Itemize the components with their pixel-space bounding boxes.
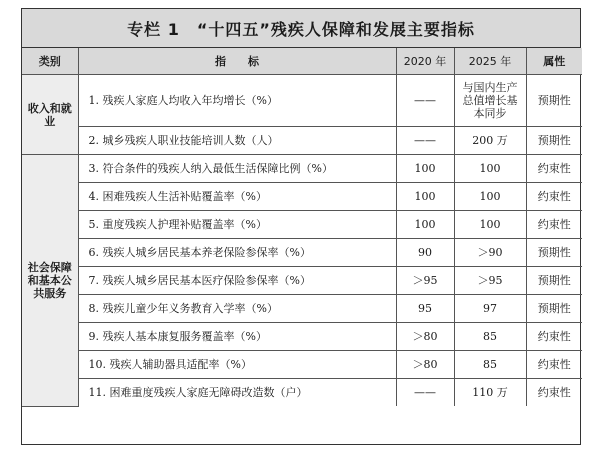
indicator-cell: 10. 残疾人辅助器具适配率（%）	[78, 351, 396, 379]
value-2020: 95	[396, 295, 454, 323]
table-row	[22, 323, 582, 351]
value-2020: ——	[396, 127, 454, 155]
value-2025: 100	[454, 211, 526, 239]
indicator-cell: 9. 残疾人基本康复服务覆盖率（%）	[78, 323, 396, 351]
value-2020: ＞95	[396, 267, 454, 295]
table-row	[22, 295, 582, 323]
attribute-cell: 预期性	[526, 267, 582, 295]
indicator-cell: 2. 城乡残疾人职业技能培训人数（人）	[78, 127, 396, 155]
table-row	[22, 267, 582, 295]
table-row	[22, 239, 582, 267]
table-row	[22, 75, 582, 127]
value-2025: 110 万	[454, 379, 526, 407]
header-2020: 2020 年	[396, 48, 454, 75]
value-2020: 100	[396, 211, 454, 239]
indicator-table-panel	[21, 8, 581, 445]
header-attribute: 属性	[526, 48, 582, 75]
indicator-cell: 1. 残疾人家庭人均收入年均增长（%）	[78, 75, 396, 127]
value-2025: ＞90	[454, 239, 526, 267]
category-income-employment: 收入和就业	[22, 75, 78, 155]
indicator-cell: 3. 符合条件的残疾人纳入最低生活保障比例（%）	[78, 155, 396, 183]
value-2020: ＞80	[396, 351, 454, 379]
attribute-cell: 预期性	[526, 75, 582, 127]
value-2020: 100	[396, 155, 454, 183]
value-2025: 97	[454, 295, 526, 323]
value-2025: 100	[454, 183, 526, 211]
indicator-cell: 6. 残疾人城乡居民基本养老保险参保率（%）	[78, 239, 396, 267]
header-row	[22, 48, 582, 75]
attribute-cell: 约束性	[526, 155, 582, 183]
indicator-table	[22, 48, 582, 407]
attribute-cell: 约束性	[526, 211, 582, 239]
header-indicator: 指 标	[78, 48, 396, 75]
attribute-cell: 约束性	[526, 379, 582, 407]
value-2020: 90	[396, 239, 454, 267]
table-title: 专栏 1 “十四五”残疾人保障和发展主要指标	[22, 9, 580, 48]
value-2020: ——	[396, 75, 454, 127]
table-row	[22, 351, 582, 379]
attribute-cell: 预期性	[526, 239, 582, 267]
header-2025: 2025 年	[454, 48, 526, 75]
indicator-cell: 5. 重度残疾人护理补贴覆盖率（%）	[78, 211, 396, 239]
value-2025: 与国内生产总值增长基本同步	[454, 75, 526, 127]
indicator-cell: 8. 残疾儿童少年义务教育入学率（%）	[78, 295, 396, 323]
attribute-cell: 预期性	[526, 127, 582, 155]
category-social-security: 社会保障和基本公共服务	[22, 155, 78, 407]
attribute-cell: 约束性	[526, 351, 582, 379]
table-row	[22, 155, 582, 183]
indicator-cell: 11. 困难重度残疾人家庭无障碍改造数（户）	[78, 379, 396, 407]
value-2020: ——	[396, 379, 454, 407]
value-2025: 85	[454, 351, 526, 379]
value-2020: ＞80	[396, 323, 454, 351]
table-row	[22, 127, 582, 155]
value-2025: 200 万	[454, 127, 526, 155]
table-row	[22, 379, 582, 407]
value-2025: 100	[454, 155, 526, 183]
attribute-cell: 约束性	[526, 183, 582, 211]
attribute-cell: 约束性	[526, 323, 582, 351]
header-category: 类别	[22, 48, 78, 75]
indicator-cell: 7. 残疾人城乡居民基本医疗保险参保率（%）	[78, 267, 396, 295]
indicator-cell: 4. 困难残疾人生活补贴覆盖率（%）	[78, 183, 396, 211]
table-row	[22, 211, 582, 239]
value-2025: 85	[454, 323, 526, 351]
value-2020: 100	[396, 183, 454, 211]
value-2025: ＞95	[454, 267, 526, 295]
table-row	[22, 183, 582, 211]
attribute-cell: 预期性	[526, 295, 582, 323]
